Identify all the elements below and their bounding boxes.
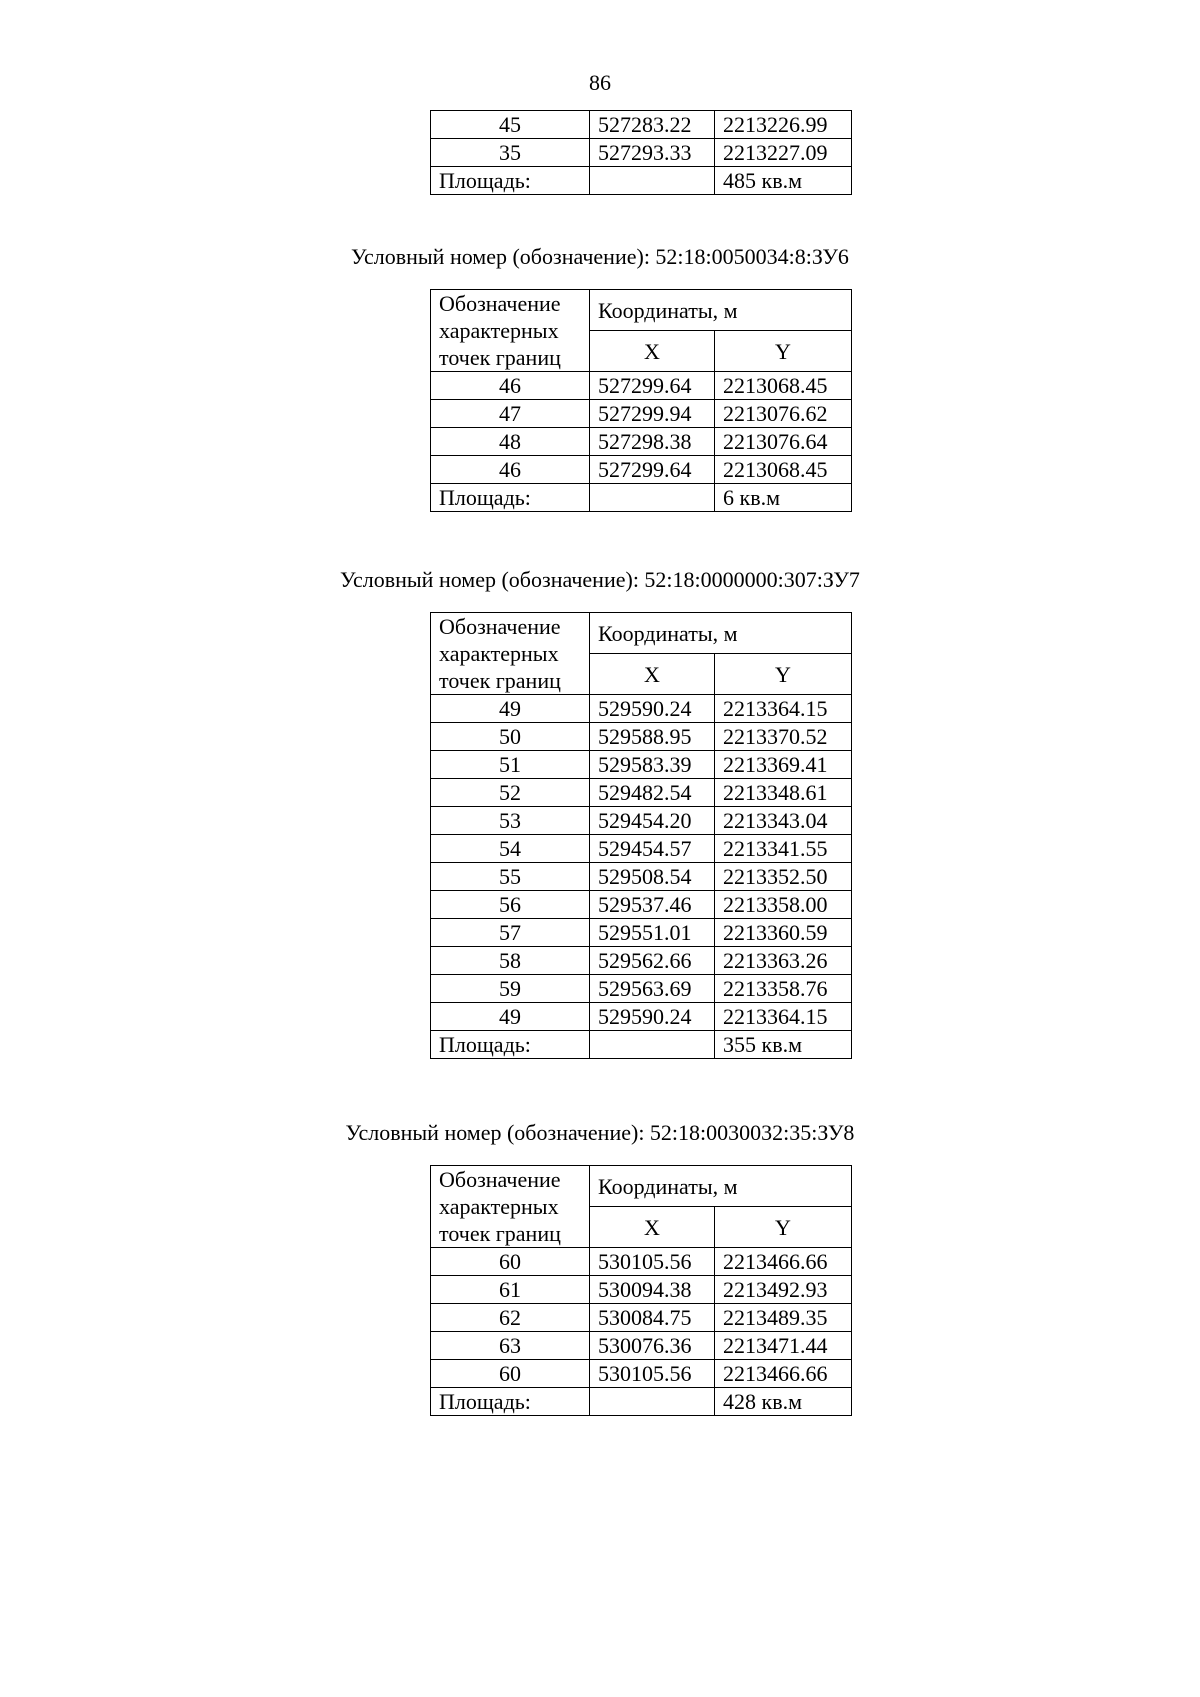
- table-row: [431, 1332, 852, 1360]
- y-coordinate: 2213360.59: [715, 919, 852, 947]
- area-value: 355 кв.м: [715, 1031, 852, 1059]
- point-number: 47: [431, 400, 590, 428]
- table-row: [431, 779, 852, 807]
- empty-cell: [590, 1031, 715, 1059]
- y-coordinate: 2213466.66: [715, 1248, 852, 1276]
- y-coordinate: 2213076.64: [715, 428, 852, 456]
- point-number: 50: [431, 723, 590, 751]
- header-x: X: [590, 654, 715, 695]
- y-coordinate: 2213076.62: [715, 400, 852, 428]
- table-row: [431, 835, 852, 863]
- point-number: 62: [431, 1304, 590, 1332]
- x-coordinate: 529590.24: [590, 695, 715, 723]
- header-x: X: [590, 1207, 715, 1248]
- header-coordinates: Координаты, м: [590, 290, 852, 331]
- y-coordinate: 2213343.04: [715, 807, 852, 835]
- empty-cell: [590, 167, 715, 195]
- area-row: [431, 1031, 852, 1059]
- table-row: [431, 400, 852, 428]
- table-row: [431, 695, 852, 723]
- header-point-designation: Обозначение характерных точек границ: [431, 613, 590, 695]
- table-row: [431, 428, 852, 456]
- x-coordinate: 529537.46: [590, 891, 715, 919]
- header-y: Y: [715, 331, 852, 372]
- y-coordinate: 2213227.09: [715, 139, 852, 167]
- point-number: 60: [431, 1360, 590, 1388]
- area-row: [431, 167, 852, 195]
- y-coordinate: 2213341.55: [715, 835, 852, 863]
- y-coordinate: 2213369.41: [715, 751, 852, 779]
- area-label: Площадь:: [431, 1388, 590, 1416]
- x-coordinate: 529562.66: [590, 947, 715, 975]
- y-coordinate: 2213363.26: [715, 947, 852, 975]
- point-number: 48: [431, 428, 590, 456]
- coordinates-table: [430, 612, 852, 1059]
- table-row: [431, 1360, 852, 1388]
- table-header-row: [431, 613, 852, 654]
- empty-cell: [590, 484, 715, 512]
- table-row: [431, 111, 852, 139]
- point-number: 49: [431, 695, 590, 723]
- area-label: Площадь:: [431, 1031, 590, 1059]
- table-row: [431, 1304, 852, 1332]
- point-number: 57: [431, 919, 590, 947]
- page-number: 86: [589, 70, 611, 95]
- header-coordinates: Координаты, м: [590, 1166, 852, 1207]
- x-coordinate: 530076.36: [590, 1332, 715, 1360]
- x-coordinate: 527299.94: [590, 400, 715, 428]
- x-coordinate: 527299.64: [590, 372, 715, 400]
- table-header-row: [431, 1166, 852, 1207]
- header-y: Y: [715, 654, 852, 695]
- table-row: [431, 1248, 852, 1276]
- point-number: 56: [431, 891, 590, 919]
- x-coordinate: 529454.57: [590, 835, 715, 863]
- table-row: [431, 919, 852, 947]
- x-coordinate: 527299.64: [590, 456, 715, 484]
- table-row: [431, 975, 852, 1003]
- x-coordinate: 529551.01: [590, 919, 715, 947]
- point-number: 46: [431, 456, 590, 484]
- y-coordinate: 2213226.99: [715, 111, 852, 139]
- header-point-designation: Обозначение характерных точек границ: [431, 290, 590, 372]
- x-coordinate: 529508.54: [590, 863, 715, 891]
- point-number: 53: [431, 807, 590, 835]
- y-coordinate: 2213068.45: [715, 456, 852, 484]
- header-x: X: [590, 331, 715, 372]
- point-number: 61: [431, 1276, 590, 1304]
- coordinates-table: [430, 289, 852, 512]
- y-coordinate: 2213364.15: [715, 695, 852, 723]
- table-row: [431, 372, 852, 400]
- y-coordinate: 2213358.00: [715, 891, 852, 919]
- header-coordinates: Координаты, м: [590, 613, 852, 654]
- table-row: [431, 807, 852, 835]
- x-coordinate: 529482.54: [590, 779, 715, 807]
- section-heading: Условный номер (обозначение): 52:18:0000000:307:ЗУ7: [340, 567, 860, 592]
- area-row: [431, 484, 852, 512]
- table-row: [431, 947, 852, 975]
- x-coordinate: 530094.38: [590, 1276, 715, 1304]
- y-coordinate: 2213471.44: [715, 1332, 852, 1360]
- y-coordinate: 2213348.61: [715, 779, 852, 807]
- area-label: Площадь:: [431, 484, 590, 512]
- area-label: Площадь:: [431, 167, 590, 195]
- point-number: 55: [431, 863, 590, 891]
- area-value: 428 кв.м: [715, 1388, 852, 1416]
- table-row: [431, 751, 852, 779]
- point-number: 60: [431, 1248, 590, 1276]
- y-coordinate: 2213489.35: [715, 1304, 852, 1332]
- x-coordinate: 529588.95: [590, 723, 715, 751]
- x-coordinate: 527298.38: [590, 428, 715, 456]
- table-row: [431, 1276, 852, 1304]
- table-row: [431, 456, 852, 484]
- y-coordinate: 2213370.52: [715, 723, 852, 751]
- y-coordinate: 2213358.76: [715, 975, 852, 1003]
- table-row: [431, 1003, 852, 1031]
- continuation-table: [430, 110, 852, 195]
- table-row: [431, 863, 852, 891]
- section-heading: Условный номер (обозначение): 52:18:0030032:35:ЗУ8: [345, 1120, 855, 1145]
- table-row: [431, 139, 852, 167]
- point-number: 46: [431, 372, 590, 400]
- point-number: 52: [431, 779, 590, 807]
- area-row: [431, 1388, 852, 1416]
- area-value: 485 кв.м: [715, 167, 852, 195]
- area-value: 6 кв.м: [715, 484, 852, 512]
- empty-cell: [590, 1388, 715, 1416]
- table-row: [431, 723, 852, 751]
- point-number: 54: [431, 835, 590, 863]
- y-coordinate: 2213068.45: [715, 372, 852, 400]
- coordinates-table: [430, 1165, 852, 1416]
- y-coordinate: 2213492.93: [715, 1276, 852, 1304]
- header-point-designation: Обозначение характерных точек границ: [431, 1166, 590, 1248]
- y-coordinate: 2213352.50: [715, 863, 852, 891]
- x-coordinate: 530105.56: [590, 1248, 715, 1276]
- x-coordinate: 530084.75: [590, 1304, 715, 1332]
- point-number: 49: [431, 1003, 590, 1031]
- x-coordinate: 527283.22: [590, 111, 715, 139]
- point-number: 58: [431, 947, 590, 975]
- table-row: [431, 891, 852, 919]
- point-number: 45: [431, 111, 590, 139]
- section-heading: Условный номер (обозначение): 52:18:0050034:8:ЗУ6: [351, 244, 849, 269]
- table-header-row: [431, 290, 852, 331]
- y-coordinate: 2213466.66: [715, 1360, 852, 1388]
- point-number: 51: [431, 751, 590, 779]
- x-coordinate: 529583.39: [590, 751, 715, 779]
- x-coordinate: 529563.69: [590, 975, 715, 1003]
- point-number: 59: [431, 975, 590, 1003]
- point-number: 63: [431, 1332, 590, 1360]
- x-coordinate: 529590.24: [590, 1003, 715, 1031]
- header-y: Y: [715, 1207, 852, 1248]
- x-coordinate: 527293.33: [590, 139, 715, 167]
- y-coordinate: 2213364.15: [715, 1003, 852, 1031]
- x-coordinate: 530105.56: [590, 1360, 715, 1388]
- x-coordinate: 529454.20: [590, 807, 715, 835]
- point-number: 35: [431, 139, 590, 167]
